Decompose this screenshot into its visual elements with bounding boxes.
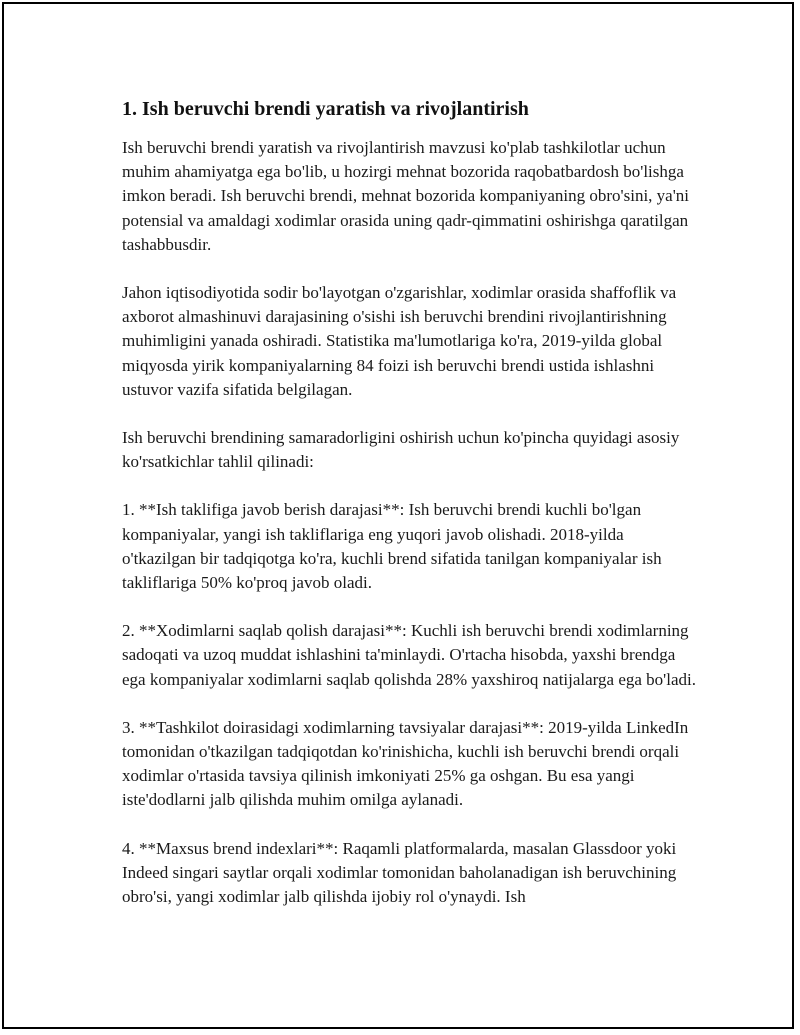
paragraph-indicators-intro: Ish beruvchi brendining samaradorligini oshirish uchun ko'pincha quyidagi asosiy ko'rsatkichlar tahlil qilinadi: xyxy=(122,428,680,472)
list-item-brand-index: 4. **Maxsus brend indexlari**: Raqamli platformalarda, masalan Glassdoor yoki Indeed singari saytlar orqali xodimlar tomonidan baholanadigan ish beruvchining obro'si, yangi xodimlar jalb qilishda ijobiy rol o'ynaydi. Ish xyxy=(122,838,677,907)
document-content xyxy=(122,96,697,909)
page-frame xyxy=(2,2,794,1029)
paragraph-context: Jahon iqtisodiyotida sodir bo'layotgan o'zgarishlar, xodimlar orasida shaffoflik va axborot almashinuvi darajasining o'sishi ish beruvchi brendini rivojlantirishning muhimligini yanada oshiradi. Statistika ma'lumotlariga ko'ra, 2019-yilda global miqyosda yirik kompaniyalarning 84 foizi ish beruvchi brendi ustida ishlashni ustuvor vazifa sifatida belgilagan. xyxy=(122,283,677,399)
list-item-retention-rate: 2. **Xodimlarni saqlab qolish darajasi**: Kuchli ish beruvchi brendi xodimlarning sadoqati va uzoq muddat ishlashini ta'minlaydi. O'rtacha hisobda, yaxshi brendga ega kompaniyalar xodimlarni saqlab qolishda 28% yaxshiroq natijalarga ega bo'ladi. xyxy=(122,621,696,689)
paragraph-intro: Ish beruvchi brendi yaratish va rivojlantirish mavzusi ko'plab tashkilotlar uchun muhim ahamiyatga ega bo'lib, u hozirgi mehnat bozorida raqobatbardosh bo'lishga imkon beradi. Ish beruvchi brendi, mehnat bozorida kompaniyaning obro'sini, ya'ni potensial va amaldagi xodimlar orasida uning qadr-qimmatini oshirishga qaratilgan tashabbusdir. xyxy=(122,138,689,254)
section-heading: 1. Ish beruvchi brendi yaratish va rivojlantirish xyxy=(122,98,529,120)
list-item-response-rate: 1. **Ish taklifiga javob berish darajasi**: Ish beruvchi brendi kuchli bo'lgan kompaniyalar, yangi ish takliflariga eng yuqori javob olishadi. 2018-yilda o'tkazilgan bir tadqiqotga ko'ra, kuchli brend sifatida tanilgan kompaniyalar ish takliflariga 50% ko'proq javob oladi. xyxy=(122,500,662,593)
list-item-referral-rate: 3. **Tashkilot doirasidagi xodimlarning tavsiyalar darajasi**: 2019-yilda LinkedIn tomonidan o'tkazilgan tadqiqotdan ko'rinishicha, kuchli ish beruvchi brendi orqali xodimlar o'rtasida tavsiya qilinish imkoniyati 25% ga oshgan. Bu esa yangi iste'dodlarni jalb qilishda muhim omilga aylanadi. xyxy=(122,717,689,810)
